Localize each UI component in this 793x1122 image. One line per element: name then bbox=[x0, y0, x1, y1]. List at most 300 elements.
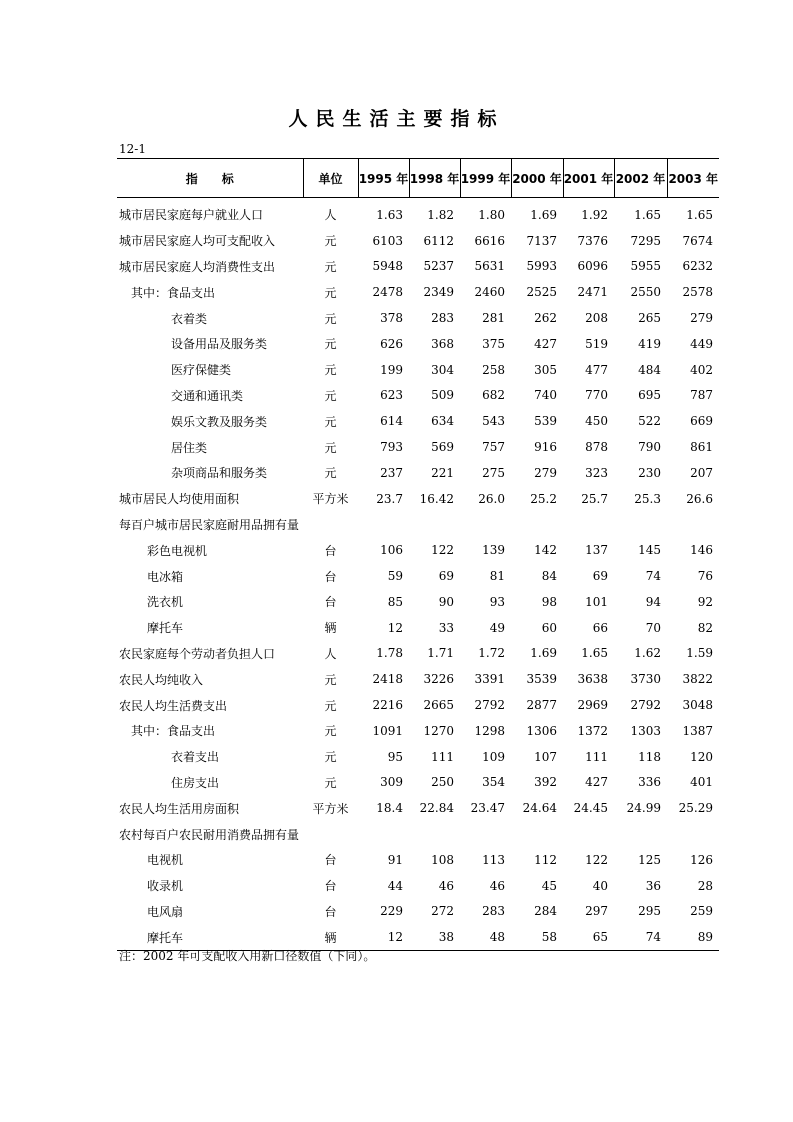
value-cell: 7376 bbox=[577, 233, 608, 248]
value-cell: 120 bbox=[690, 749, 713, 764]
value-cell: 111 bbox=[585, 749, 608, 764]
value-cell: 2418 bbox=[372, 672, 403, 687]
value-cell: 258 bbox=[482, 362, 505, 377]
value-cell: 3391 bbox=[474, 672, 505, 687]
header-year: 2003 年 bbox=[667, 159, 719, 198]
table-row bbox=[117, 512, 719, 538]
row-label: 交通和通讯类 bbox=[171, 388, 244, 403]
table-row bbox=[117, 615, 719, 641]
row-label: 摩托车 bbox=[117, 924, 303, 950]
value-cell: 7295 bbox=[630, 233, 661, 248]
value-cell: 916 bbox=[534, 440, 557, 455]
value-cell: 84 bbox=[541, 569, 557, 584]
value-cell: 113 bbox=[482, 852, 505, 867]
page-title: 人民生活主要指标 bbox=[288, 108, 505, 130]
value-cell: 2578 bbox=[682, 285, 713, 300]
value-cell: 58 bbox=[511, 924, 563, 950]
row-unit: 辆 bbox=[303, 924, 358, 950]
value-cell: 18.4 bbox=[376, 801, 403, 816]
value-cell: 378 bbox=[380, 311, 403, 326]
value-cell: 2792 bbox=[630, 698, 661, 713]
value-cell: 3539 bbox=[526, 672, 557, 687]
value-cell: 375 bbox=[482, 336, 505, 351]
value-cell: 24.45 bbox=[573, 801, 608, 816]
value-cell: 2525 bbox=[526, 285, 557, 300]
table-row bbox=[117, 744, 719, 770]
value-cell: 2460 bbox=[474, 285, 505, 300]
value-cell: 304 bbox=[431, 362, 454, 377]
value-cell bbox=[460, 821, 511, 847]
table-row bbox=[117, 460, 719, 486]
value-cell: 95 bbox=[387, 749, 403, 764]
value-cell: 279 bbox=[690, 311, 713, 326]
table-row bbox=[117, 198, 719, 228]
value-cell: 145 bbox=[638, 543, 661, 558]
table-row bbox=[117, 821, 719, 847]
row-label: 城市居民家庭人均可支配收入 bbox=[119, 234, 276, 249]
value-cell: 2877 bbox=[526, 698, 557, 713]
value-cell bbox=[358, 821, 409, 847]
row-label: 设备用品及服务类 bbox=[171, 337, 268, 352]
value-cell: 283 bbox=[482, 904, 505, 919]
row-label: 电风扇 bbox=[147, 904, 184, 919]
value-cell: 89 bbox=[667, 924, 719, 950]
indicators-table bbox=[117, 158, 719, 951]
value-cell: 1.80 bbox=[478, 207, 505, 222]
value-cell: 402 bbox=[690, 362, 713, 377]
value-cell: 2665 bbox=[423, 698, 454, 713]
row-unit: 平方米 bbox=[312, 801, 349, 816]
value-cell: 48 bbox=[460, 924, 511, 950]
row-label: 娱乐文教及服务类 bbox=[171, 414, 268, 429]
table-row bbox=[117, 279, 719, 305]
row-label: 农民家庭每个劳动者负担人口 bbox=[119, 646, 276, 661]
row-unit: 人 bbox=[324, 208, 337, 223]
value-cell: 2471 bbox=[577, 285, 608, 300]
header-year: 1999 年 bbox=[460, 159, 511, 198]
value-cell: 1.65 bbox=[581, 646, 608, 661]
value-cell bbox=[409, 512, 460, 538]
row-label: 衣着支出 bbox=[171, 750, 220, 765]
table-row bbox=[117, 899, 719, 925]
row-unit: 台 bbox=[324, 569, 337, 584]
row-label: 医疗保健类 bbox=[171, 363, 232, 378]
row-label: 农村每百户农民耐用消费品拥有量 bbox=[119, 827, 300, 842]
value-cell: 250 bbox=[431, 775, 454, 790]
value-cell: 38 bbox=[409, 924, 460, 950]
header-year: 2001 年 bbox=[563, 159, 614, 198]
table-header-row bbox=[117, 159, 719, 198]
value-cell: 2349 bbox=[423, 285, 454, 300]
value-cell: 46 bbox=[438, 878, 454, 893]
value-cell: 5237 bbox=[423, 259, 454, 274]
header-year: 1995 年 bbox=[358, 159, 409, 198]
table-row bbox=[117, 718, 719, 744]
value-cell: 25.2 bbox=[530, 491, 557, 506]
row-label: 其中：食品支出 bbox=[131, 724, 216, 739]
value-cell: 2792 bbox=[474, 698, 505, 713]
value-cell: 146 bbox=[690, 543, 713, 558]
row-unit: 元 bbox=[324, 259, 337, 274]
table-row bbox=[117, 795, 719, 821]
value-cell: 85 bbox=[387, 594, 403, 609]
table-number: 12-1 bbox=[119, 142, 146, 156]
value-cell: 207 bbox=[690, 465, 713, 480]
value-cell: 614 bbox=[380, 414, 403, 429]
value-cell: 305 bbox=[534, 362, 557, 377]
value-cell: 40 bbox=[592, 878, 608, 893]
row-unit bbox=[303, 512, 358, 538]
table-row bbox=[117, 563, 719, 589]
value-cell: 281 bbox=[482, 311, 505, 326]
table-row bbox=[117, 331, 719, 357]
row-unit: 元 bbox=[324, 234, 337, 249]
row-label: 杂项商品和服务类 bbox=[171, 466, 268, 481]
value-cell: 12 bbox=[387, 620, 403, 635]
value-cell: 92 bbox=[697, 594, 713, 609]
value-cell: 1303 bbox=[630, 723, 661, 738]
table-row bbox=[117, 305, 719, 331]
table-row bbox=[117, 873, 719, 899]
row-unit: 元 bbox=[324, 440, 337, 455]
value-cell: 1.92 bbox=[581, 207, 608, 222]
value-cell: 401 bbox=[690, 775, 713, 790]
row-label: 彩色电视机 bbox=[147, 543, 208, 558]
value-cell: 208 bbox=[585, 311, 608, 326]
value-cell bbox=[511, 821, 563, 847]
value-cell: 6103 bbox=[372, 233, 403, 248]
value-cell: 297 bbox=[585, 904, 608, 919]
value-cell: 1298 bbox=[474, 723, 505, 738]
value-cell: 108 bbox=[431, 852, 454, 867]
value-cell: 74 bbox=[645, 569, 661, 584]
value-cell: 94 bbox=[645, 594, 661, 609]
table-row bbox=[117, 537, 719, 563]
table-row bbox=[117, 641, 719, 667]
value-cell: 2478 bbox=[372, 285, 403, 300]
header-year: 2002 年 bbox=[614, 159, 667, 198]
value-cell: 6616 bbox=[474, 233, 505, 248]
value-cell: 5631 bbox=[474, 259, 505, 274]
value-cell: 59 bbox=[387, 569, 403, 584]
value-cell: 793 bbox=[380, 440, 403, 455]
value-cell: 126 bbox=[690, 852, 713, 867]
value-cell: 76 bbox=[697, 569, 713, 584]
value-cell: 262 bbox=[534, 311, 557, 326]
value-cell: 3822 bbox=[682, 672, 713, 687]
value-cell: 509 bbox=[431, 388, 454, 403]
value-cell: 522 bbox=[638, 414, 661, 429]
value-cell: 16.42 bbox=[419, 491, 454, 506]
row-label: 居住类 bbox=[171, 440, 208, 455]
row-unit: 元 bbox=[324, 337, 337, 352]
row-label: 每百户城市居民家庭耐用品拥有量 bbox=[119, 517, 300, 532]
value-cell: 7674 bbox=[682, 233, 713, 248]
value-cell: 125 bbox=[638, 852, 661, 867]
row-unit: 台 bbox=[324, 879, 337, 894]
value-cell: 1270 bbox=[423, 723, 454, 738]
table-row bbox=[117, 408, 719, 434]
value-cell: 111 bbox=[431, 749, 454, 764]
value-cell: 1.71 bbox=[427, 646, 454, 661]
value-cell: 70 bbox=[645, 620, 661, 635]
row-label: 其中：食品支出 bbox=[131, 285, 216, 300]
value-cell: 12 bbox=[358, 924, 409, 950]
row-unit: 平方米 bbox=[312, 492, 349, 507]
value-cell: 139 bbox=[482, 543, 505, 558]
value-cell: 539 bbox=[534, 414, 557, 429]
value-cell bbox=[460, 512, 511, 538]
row-label: 农民人均生活费支出 bbox=[119, 698, 228, 713]
value-cell: 26.0 bbox=[478, 491, 505, 506]
row-label: 城市居民家庭人均消费性支出 bbox=[119, 259, 276, 274]
value-cell: 449 bbox=[690, 336, 713, 351]
value-cell: 22.84 bbox=[419, 801, 454, 816]
value-cell: 137 bbox=[585, 543, 608, 558]
value-cell: 2216 bbox=[372, 698, 403, 713]
table-row bbox=[117, 434, 719, 460]
value-cell: 82 bbox=[697, 620, 713, 635]
row-unit: 元 bbox=[324, 285, 337, 300]
value-cell: 519 bbox=[585, 336, 608, 351]
table-row bbox=[117, 666, 719, 692]
footnote: 注：2002 年可支配收入用新口径数值（下同）。 bbox=[119, 949, 376, 963]
row-unit: 元 bbox=[324, 363, 337, 378]
value-cell: 229 bbox=[380, 904, 403, 919]
value-cell: 23.47 bbox=[470, 801, 505, 816]
value-cell: 23.7 bbox=[376, 491, 403, 506]
value-cell: 770 bbox=[585, 388, 608, 403]
value-cell: 259 bbox=[690, 904, 713, 919]
value-cell: 1.78 bbox=[376, 646, 403, 661]
value-cell: 6232 bbox=[682, 259, 713, 274]
value-cell: 25.7 bbox=[581, 491, 608, 506]
table-row bbox=[117, 692, 719, 718]
header-year: 1998 年 bbox=[409, 159, 460, 198]
value-cell: 295 bbox=[638, 904, 661, 919]
value-cell: 46 bbox=[489, 878, 505, 893]
row-label: 洗衣机 bbox=[147, 595, 184, 610]
value-cell: 24.64 bbox=[522, 801, 557, 816]
row-unit bbox=[303, 821, 358, 847]
value-cell: 626 bbox=[380, 336, 403, 351]
value-cell: 336 bbox=[638, 775, 661, 790]
value-cell bbox=[563, 512, 614, 538]
table-row bbox=[117, 770, 719, 796]
value-cell: 272 bbox=[431, 904, 454, 919]
row-unit: 元 bbox=[324, 388, 337, 403]
value-cell bbox=[511, 512, 563, 538]
value-cell: 118 bbox=[638, 749, 661, 764]
value-cell: 122 bbox=[431, 543, 454, 558]
value-cell: 44 bbox=[387, 878, 403, 893]
value-cell: 695 bbox=[638, 388, 661, 403]
value-cell: 275 bbox=[482, 465, 505, 480]
value-cell: 309 bbox=[380, 775, 403, 790]
row-unit: 元 bbox=[324, 414, 337, 429]
value-cell: 3226 bbox=[423, 672, 454, 687]
value-cell: 199 bbox=[380, 362, 403, 377]
value-cell: 265 bbox=[638, 311, 661, 326]
value-cell: 33 bbox=[438, 620, 454, 635]
value-cell: 74 bbox=[614, 924, 667, 950]
row-label: 城市居民家庭每户就业人口 bbox=[119, 208, 264, 223]
value-cell: 98 bbox=[541, 594, 557, 609]
row-unit: 辆 bbox=[324, 621, 337, 636]
value-cell: 1.72 bbox=[478, 646, 505, 661]
value-cell: 1306 bbox=[526, 723, 557, 738]
value-cell: 66 bbox=[592, 620, 608, 635]
value-cell: 6096 bbox=[577, 259, 608, 274]
value-cell: 3638 bbox=[577, 672, 608, 687]
value-cell: 427 bbox=[534, 336, 557, 351]
value-cell: 230 bbox=[638, 465, 661, 480]
value-cell: 543 bbox=[482, 414, 505, 429]
value-cell: 450 bbox=[585, 414, 608, 429]
value-cell: 91 bbox=[387, 852, 403, 867]
value-cell: 790 bbox=[638, 440, 661, 455]
value-cell: 3048 bbox=[682, 698, 713, 713]
value-cell bbox=[614, 821, 667, 847]
value-cell: 7137 bbox=[526, 233, 557, 248]
value-cell: 1091 bbox=[372, 723, 403, 738]
row-unit: 台 bbox=[324, 904, 337, 919]
value-cell: 26.6 bbox=[686, 491, 713, 506]
value-cell: 569 bbox=[431, 440, 454, 455]
table-row bbox=[117, 383, 719, 409]
table-row bbox=[117, 847, 719, 873]
value-cell bbox=[667, 821, 719, 847]
value-cell: 28 bbox=[697, 878, 713, 893]
value-cell: 283 bbox=[431, 311, 454, 326]
value-cell: 392 bbox=[534, 775, 557, 790]
value-cell: 221 bbox=[431, 465, 454, 480]
value-cell: 878 bbox=[585, 440, 608, 455]
value-cell: 1387 bbox=[682, 723, 713, 738]
row-label: 城市居民人均使用面积 bbox=[119, 492, 240, 507]
row-label: 电冰箱 bbox=[147, 569, 184, 584]
row-label: 摩托车 bbox=[147, 621, 184, 636]
value-cell: 5993 bbox=[526, 259, 557, 274]
value-cell: 419 bbox=[638, 336, 661, 351]
row-unit: 台 bbox=[324, 853, 337, 868]
value-cell: 25.29 bbox=[678, 801, 713, 816]
row-label: 住房支出 bbox=[171, 775, 220, 790]
value-cell: 427 bbox=[585, 775, 608, 790]
value-cell: 284 bbox=[534, 904, 557, 919]
value-cell: 237 bbox=[380, 465, 403, 480]
value-cell: 740 bbox=[534, 388, 557, 403]
row-unit: 元 bbox=[324, 672, 337, 687]
value-cell bbox=[614, 512, 667, 538]
value-cell: 45 bbox=[541, 878, 557, 893]
header-indicator: 指 标 bbox=[117, 159, 303, 198]
value-cell: 90 bbox=[438, 594, 454, 609]
value-cell: 279 bbox=[534, 465, 557, 480]
value-cell: 1.65 bbox=[686, 207, 713, 222]
value-cell: 1.65 bbox=[634, 207, 661, 222]
row-unit: 台 bbox=[324, 543, 337, 558]
row-label: 农民人均生活用房面积 bbox=[119, 801, 240, 816]
value-cell: 2550 bbox=[630, 285, 661, 300]
row-unit: 元 bbox=[324, 466, 337, 481]
value-cell: 49 bbox=[489, 620, 505, 635]
row-label: 衣着类 bbox=[171, 311, 208, 326]
value-cell: 669 bbox=[690, 414, 713, 429]
value-cell: 1.69 bbox=[530, 646, 557, 661]
value-cell: 106 bbox=[380, 543, 403, 558]
table-row bbox=[117, 486, 719, 512]
value-cell bbox=[358, 512, 409, 538]
row-label: 农民人均纯收入 bbox=[119, 672, 204, 687]
row-unit: 元 bbox=[324, 724, 337, 739]
value-cell: 634 bbox=[431, 414, 454, 429]
value-cell: 3730 bbox=[630, 672, 661, 687]
row-label: 电视机 bbox=[147, 853, 184, 868]
value-cell: 861 bbox=[690, 440, 713, 455]
table-row bbox=[117, 254, 719, 280]
value-cell: 60 bbox=[541, 620, 557, 635]
value-cell: 36 bbox=[645, 878, 661, 893]
row-unit: 元 bbox=[324, 775, 337, 790]
table-row bbox=[117, 589, 719, 615]
value-cell: 25.3 bbox=[634, 491, 661, 506]
value-cell: 69 bbox=[438, 569, 454, 584]
value-cell: 1.59 bbox=[686, 646, 713, 661]
value-cell: 757 bbox=[482, 440, 505, 455]
row-unit: 元 bbox=[324, 750, 337, 765]
value-cell: 623 bbox=[380, 388, 403, 403]
value-cell: 5948 bbox=[372, 259, 403, 274]
value-cell: 368 bbox=[431, 336, 454, 351]
row-unit: 台 bbox=[324, 595, 337, 610]
row-label: 收录机 bbox=[147, 879, 184, 894]
value-cell: 142 bbox=[534, 543, 557, 558]
value-cell: 2969 bbox=[577, 698, 608, 713]
value-cell: 1.69 bbox=[530, 207, 557, 222]
table-row bbox=[117, 357, 719, 383]
value-cell: 323 bbox=[585, 465, 608, 480]
value-cell: 24.99 bbox=[626, 801, 661, 816]
row-unit: 元 bbox=[324, 311, 337, 326]
header-year: 2000 年 bbox=[511, 159, 563, 198]
value-cell: 787 bbox=[690, 388, 713, 403]
table-body bbox=[117, 198, 719, 951]
value-cell: 1.63 bbox=[376, 207, 403, 222]
value-cell: 122 bbox=[585, 852, 608, 867]
row-unit: 元 bbox=[324, 698, 337, 713]
value-cell: 101 bbox=[585, 594, 608, 609]
value-cell: 5955 bbox=[630, 259, 661, 274]
value-cell: 484 bbox=[638, 362, 661, 377]
table-row bbox=[117, 228, 719, 254]
value-cell bbox=[409, 821, 460, 847]
value-cell: 65 bbox=[563, 924, 614, 950]
value-cell: 1372 bbox=[577, 723, 608, 738]
value-cell: 93 bbox=[489, 594, 505, 609]
value-cell: 69 bbox=[592, 569, 608, 584]
value-cell: 477 bbox=[585, 362, 608, 377]
value-cell: 112 bbox=[534, 852, 557, 867]
row-unit: 人 bbox=[324, 646, 337, 661]
header-unit: 单位 bbox=[303, 159, 358, 198]
value-cell: 109 bbox=[482, 749, 505, 764]
value-cell bbox=[563, 821, 614, 847]
value-cell: 107 bbox=[534, 749, 557, 764]
value-cell: 1.62 bbox=[634, 646, 661, 661]
value-cell bbox=[667, 512, 719, 538]
value-cell: 81 bbox=[489, 569, 505, 584]
